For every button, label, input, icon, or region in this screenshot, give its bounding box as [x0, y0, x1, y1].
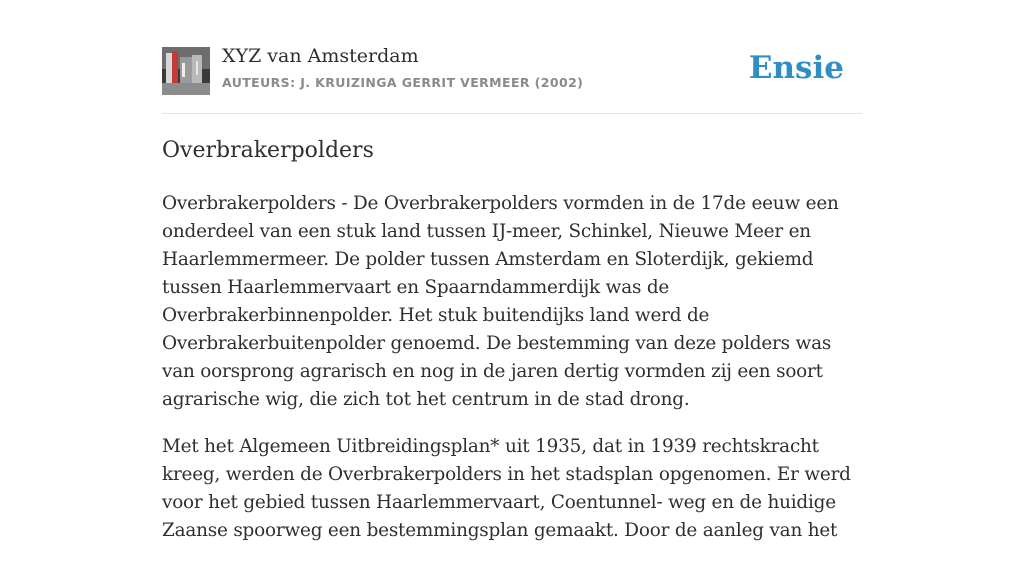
article-paragraph: Met het Algemeen Uitbreidingsplan* uit 1935, dat in 1939 rechtskracht kreeg, werden de Overbrakerpolders in het stadsplan opgenomen. Er werd voor het gebied tussen Haarlemmervaart, Coentunnel- weg en de huidige Zaanse spoorweg een bestemmingsplan gemaakt. Door de aanleg van het [162, 436, 851, 541]
article-paragraph: Overbrakerpolders - De Overbrakerpolders vormden in de 17de eeuw een onderdeel van een stuk land tussen IJ-meer, Schinkel, Nieuwe Meer en Haarlemmermeer. De polder tussen Amsterdam en Sloterdijk, gekiemd tussen Haarlemmervaart en Spaarndammerdijk was de Overbrakerbinnenpolder. Het stuk buitendijks land werd de Overbrakerbuitenpolder genoemd. De bestemming van deze polders was van oorsprong agrarisch en nog in de jaren dertig vormden zij een soort agrarische wig, die zich tot het centrum in de stad drong. [162, 193, 839, 410]
header-divider [162, 113, 862, 114]
authors-line: AUTEURS: J. KRUIZINGA GERRIT VERMEER (2002) [222, 75, 584, 90]
ensie-logo[interactable]: Ensie [748, 50, 844, 86]
article-body [162, 190, 862, 564]
book-title[interactable]: XYZ van Amsterdam [222, 45, 419, 67]
article-headword: Overbrakerpolders [162, 138, 374, 163]
book-cover-icon [162, 47, 210, 95]
book-cover-avatar[interactable] [162, 47, 210, 95]
